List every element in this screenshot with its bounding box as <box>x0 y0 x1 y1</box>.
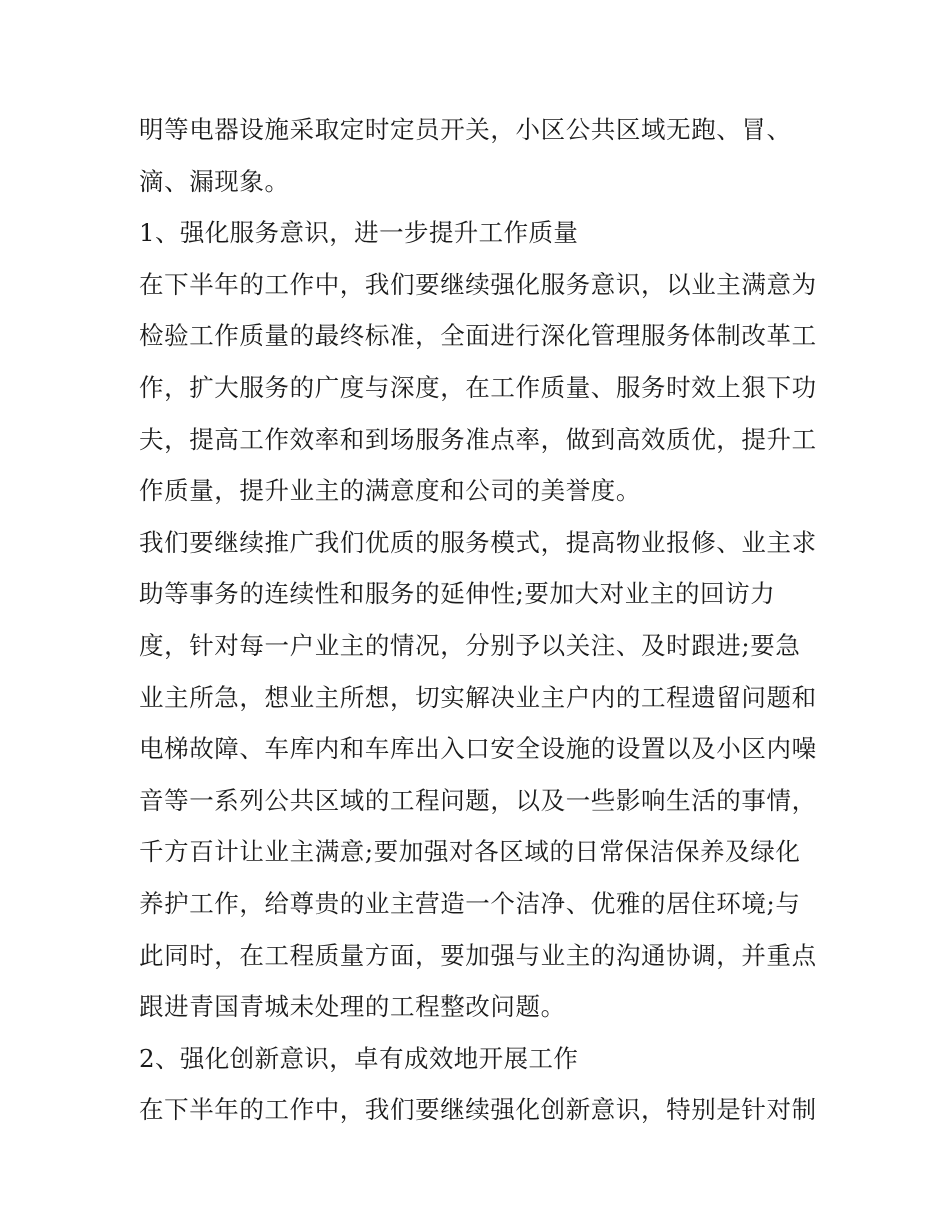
document-page <box>139 104 819 1136</box>
section-heading-1: 1、强化服务意识，进一步提升工作质量 <box>139 218 579 248</box>
paragraph-line: 作，扩大服务的广度与深度，在工作质量、服务时效上狠下功 <box>139 372 817 402</box>
paragraph-line: 作质量，提升业主的满意度和公司的美誉度。 <box>139 476 641 506</box>
section-heading-2: 2、强化创新意识，卓有成效地开展工作 <box>139 1043 579 1073</box>
paragraph-line: 度，针对每一户业主的情况，分别予以关注、及时跟进;要急 <box>139 630 801 660</box>
paragraph-line: 在下半年的工作中，我们要继续强化创新意识，特别是针对制 <box>139 1095 817 1125</box>
paragraph-line: 此同时，在工程质量方面，要加强与业主的沟通协调，并重点 <box>139 940 817 970</box>
paragraph-line: 养护工作，给尊贵的业主营造一个洁净、优雅的居住环境;与 <box>139 888 801 918</box>
paragraph-line: 跟进青国青城未处理的工程整改问题。 <box>139 992 566 1022</box>
paragraph-line: 明等电器设施采取定时定员开关，小区公共区域无跑、冒、 <box>139 115 792 144</box>
paragraph-line: 在下半年的工作中，我们要继续强化服务意识，以业主满意为 <box>139 269 817 299</box>
paragraph-line: 夫，提高工作效率和到场服务准点率，做到高效质优，提升工 <box>139 424 817 454</box>
paragraph-line: 千方百计让业主满意;要加强对各区域的日常保洁保养及绿化 <box>139 837 801 867</box>
paragraph-line: 助等事务的连续性和服务的延伸性;要加大对业主的回访力 <box>139 579 776 609</box>
paragraph-line: 业主所急，想业主所想，切实解决业主户内的工程遗留问题和 <box>139 682 817 712</box>
paragraph-line: 检验工作质量的最终标准，全面进行深化管理服务体制改革工 <box>139 321 817 351</box>
paragraph-line: 滴、漏现象。 <box>139 166 290 196</box>
paragraph-line: 电梯故障、车库内和车库出入口安全设施的设置以及小区内噪 <box>139 734 817 764</box>
paragraph-line: 我们要继续推广我们优质的服务模式，提高物业报修、业主求 <box>139 527 817 557</box>
paragraph-line: 音等一系列公共区域的工程问题，以及一些影响生活的事情， <box>139 785 817 815</box>
